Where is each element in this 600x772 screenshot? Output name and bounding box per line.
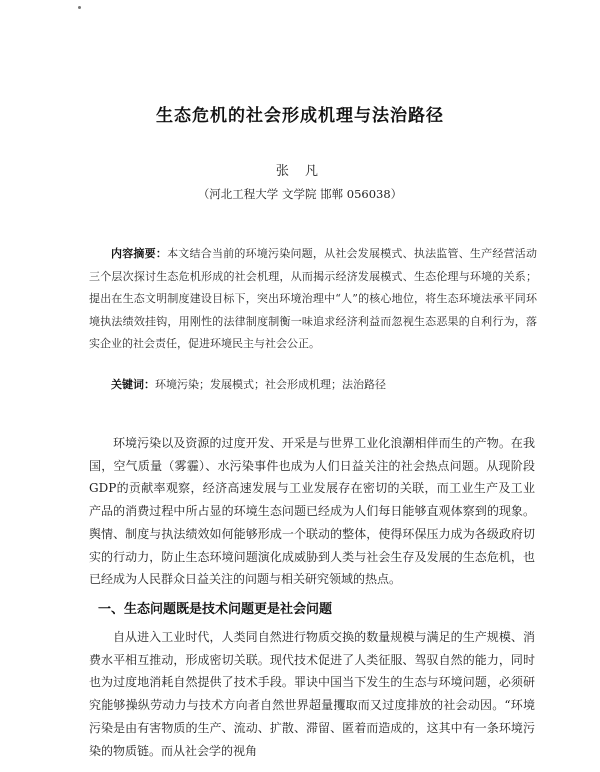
keywords-text: 环境污染；发展模式；社会形成机理；法治路径	[155, 378, 386, 391]
body-paragraph: 环境污染以及资源的过度开发、开采是与世界工业化浪潮相伴而生的产物。在我国，空气质量（雾霾）、水污染事件也成为人们日益关注的社会热点问题。从现阶段GDP的贡献率观察，经济高速发展与工业发展存在密切的关联，而工业生产及工业产品的消费过程中所占显的环境生态问题已经成为人们每日能够直观体察到的现象。舆情、制度与执法绩效如何能够形成一个联动的整体，使得环保压力成为各级政府切实的行动力，防止生态环境问题演化成威胁到人类与社会生存及发展的生态危机，也已经成为人民群众日益关注的问题与相关研究领域的热点。	[89, 436, 535, 587]
abstract-label: 内容摘要：	[111, 247, 168, 260]
abstract-text: 本文结合当前的环境污染问题，从社会发展模式、执法监管、生产经营活动三个层次探讨生态危机形成的社会机理，从而揭示经济发展模式、生态伦理与环境的关系；提出在生态文明制度建设目标下，突出环境治理中“人”的核心地位，将生态环境法承平同环境执法绩效挂钩，用刚性的法律制度制衡一味追求经济利益而忽视生态恶果的自利行为，落实企业的社会责任，促进环境民主与社会公正。	[89, 247, 538, 350]
body-paragraph: 自从进入工业时代，人类同自然进行物质交换的数量规模与满足的生产规模、消费水平相互推动，形成密切关联。现代技术促进了人类征服、驾驭自然的能力，同时也为过度地消耗自然提供了技术手段。罪诀中国当下发生的生态与环境问题，必须研究能够操纵劳动力与技术方向者自然世界超量攫取而又过度排放的社会动因。“环境污染是由有害物质的生产、流动、扩散、滞留、匿着而造成的，这其中有一条环境污染的物质链。而从社会学的视角	[89, 630, 535, 758]
keywords-label: 关键词：	[111, 378, 155, 391]
abstract-block	[89, 243, 537, 356]
section-heading: 一、生态问题既是技术问题更是社会问题	[98, 602, 333, 617]
paper-title: 生态危机的社会形成机理与法治路径	[156, 106, 444, 126]
keywords-block	[89, 375, 537, 395]
scan-speck	[78, 6, 81, 9]
author-affiliation: （河北工程大学 文学院 邯郸 056038）	[197, 187, 403, 201]
author-name: 张 凡	[275, 164, 325, 179]
